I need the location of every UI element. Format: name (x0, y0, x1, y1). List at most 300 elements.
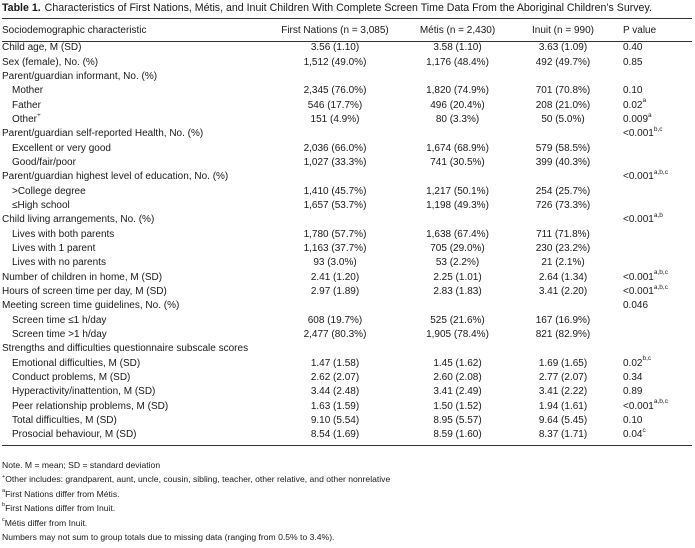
cell-metis-text: 53 (2.2%) (435, 257, 480, 269)
cell-metis (400, 227, 515, 241)
cell-p-value (611, 55, 692, 69)
row-label (2, 84, 270, 98)
cell-metis (400, 256, 515, 270)
cell-metis-text: 1,638 (67.4%) (426, 228, 489, 240)
row-label-text: ≤High school (12, 199, 70, 211)
cell-p-value (611, 314, 692, 328)
note-marker: c (2, 516, 5, 523)
cell-first-nations (270, 285, 400, 299)
cell-p-value (611, 400, 692, 414)
cell-first-nations-text: 1,027 (33.3%) (303, 156, 367, 168)
cell-inuit (515, 113, 611, 127)
cell-first-nations-text: 151 (4.9%) (310, 113, 360, 125)
row-label (2, 271, 270, 285)
row-label (2, 299, 270, 313)
cell-inuit-text: 821 (82.9%) (535, 329, 591, 341)
note-marker: a (2, 487, 6, 494)
cell-first-nations (270, 299, 400, 313)
cell-p-value (611, 170, 692, 184)
cell-first-nations (270, 170, 400, 184)
cell-p-value (611, 271, 692, 285)
cell-first-nations (270, 184, 400, 198)
cell-inuit (515, 98, 611, 112)
cell-inuit (515, 299, 611, 313)
cell-p-value-text: 0.02 (623, 99, 643, 111)
cell-inuit (515, 314, 611, 328)
cell-inuit-text: 579 (58.5%) (535, 142, 591, 154)
row-label (2, 242, 270, 256)
cell-inuit (515, 256, 611, 270)
cell-metis-text: 2.60 (2.08) (433, 372, 482, 384)
cell-inuit (515, 428, 611, 442)
cell-first-nations (270, 55, 400, 69)
cell-metis-text: 8.59 (1.60) (433, 429, 482, 441)
row-label-superscript: + (37, 111, 41, 119)
cell-p-value (611, 342, 692, 356)
cell-p-value (611, 256, 692, 270)
cell-first-nations (270, 428, 400, 442)
cell-inuit-text: 3.41 (2.22) (538, 386, 588, 398)
cell-metis (400, 213, 515, 227)
cell-p-value (611, 328, 692, 342)
cell-metis-text: 705 (29.0%) (430, 242, 485, 254)
row-label (2, 285, 270, 299)
cell-p-value (611, 357, 692, 371)
cell-metis (400, 400, 515, 414)
cell-p-value (611, 213, 692, 227)
table-row (2, 41, 692, 55)
cell-metis-text: 3.41 (2.49) (433, 386, 482, 398)
cell-p-value (611, 141, 692, 155)
cell-metis (400, 342, 515, 356)
cell-inuit (515, 184, 611, 198)
cell-inuit-text: 208 (21.0%) (535, 99, 591, 111)
row-label (2, 156, 270, 170)
cell-inuit-text: 3.63 (1.09) (538, 42, 588, 54)
cell-first-nations (270, 314, 400, 328)
top-rule (2, 18, 692, 19)
cell-metis-text: 1,905 (78.4%) (426, 329, 489, 341)
header-first-nations: First Nations (n = 3,085) (281, 24, 389, 36)
cell-inuit (515, 414, 611, 428)
cell-p-value-text: <0.001 (623, 214, 654, 226)
row-label (2, 328, 270, 342)
cell-inuit-text: 1.69 (1.65) (538, 357, 588, 369)
cell-first-nations-text: 9.10 (5.54) (310, 415, 360, 427)
table-title: Characteristics of First Nations, Métis, and Inuit Children With Complete Screen Time Data From the Aboriginal Children’s Survey. (44, 2, 652, 14)
table-row (2, 371, 692, 385)
row-label-text: Mother (12, 85, 44, 97)
row-label (2, 385, 270, 399)
table-row (2, 285, 692, 299)
table-row (2, 400, 692, 414)
cell-metis-text: 741 (30.5%) (430, 156, 485, 168)
cell-metis-text: 2.83 (1.83) (433, 286, 482, 298)
cell-inuit (515, 271, 611, 285)
cell-inuit (515, 400, 611, 414)
row-label-text: Excellent or very good (12, 142, 111, 154)
cell-first-nations-text: 3.56 (1.10) (310, 42, 360, 54)
cell-p-value (611, 227, 692, 241)
cell-first-nations (270, 242, 400, 256)
header-inuit: Inuit (n = 990) (532, 24, 594, 36)
cell-p-value-superscript: a,b,c (653, 283, 668, 291)
row-label (2, 199, 270, 213)
cell-inuit-text: 1.94 (1.61) (538, 400, 588, 412)
cell-first-nations-text: 546 (17.7%) (307, 99, 363, 111)
cell-p-value-superscript: a,b,c (653, 168, 668, 176)
table-row (2, 414, 692, 428)
header-row (2, 20, 692, 41)
cell-p-value-text: <0.001 (623, 271, 654, 283)
row-label (2, 357, 270, 371)
note-line (2, 501, 692, 515)
cell-metis (400, 98, 515, 112)
cell-first-nations-text: 2.97 (1.89) (310, 286, 360, 298)
bottom-rule (2, 445, 692, 446)
cell-first-nations (270, 70, 400, 84)
cell-inuit (515, 55, 611, 69)
cell-inuit (515, 127, 611, 141)
row-label-text: Sex (female), No. (%) (2, 56, 99, 68)
table-row (2, 242, 692, 256)
cell-inuit (515, 242, 611, 256)
cell-first-nations (270, 371, 400, 385)
cell-inuit-text: 726 (73.3%) (535, 199, 591, 211)
cell-p-value (611, 285, 692, 299)
table-row (2, 84, 692, 98)
cell-metis (400, 285, 515, 299)
row-label-text: Child age, M (SD) (2, 42, 82, 54)
table-row (2, 199, 692, 213)
note-line (2, 530, 692, 544)
cell-inuit-text: 2.77 (2.07) (538, 372, 588, 384)
cell-first-nations-text: 2,477 (80.3%) (303, 329, 367, 341)
cell-inuit (515, 371, 611, 385)
cell-p-value (611, 199, 692, 213)
cell-p-value (611, 98, 692, 112)
table-row (2, 70, 692, 84)
cell-p-value-superscript: a (648, 111, 652, 119)
row-label-text: Hyperactivity/inattention, M (SD) (12, 386, 156, 398)
row-label-text: Lives with both parents (12, 228, 115, 240)
row-label (2, 55, 270, 69)
cell-p-value (611, 371, 692, 385)
row-label (2, 41, 270, 55)
cell-first-nations (270, 414, 400, 428)
header-metis: Métis (n = 2,430) (419, 24, 496, 36)
row-label-text: Prosocial behaviour, M (SD) (12, 429, 137, 441)
cell-inuit-text: 9.64 (5.45) (538, 415, 588, 427)
cell-inuit (515, 357, 611, 371)
cell-first-nations-text: 1.63 (1.59) (310, 400, 360, 412)
header-p-value: P value (623, 24, 657, 36)
cell-metis (400, 55, 515, 69)
header-characteristic: Sociodemographic characteristic (2, 24, 147, 36)
cell-inuit-text: 711 (71.8%) (536, 228, 590, 240)
cell-metis-text: 1,198 (49.3%) (426, 199, 489, 211)
table-row (2, 127, 692, 141)
table-row (2, 357, 692, 371)
cell-inuit (515, 213, 611, 227)
row-label-text: Father (12, 99, 41, 111)
row-label-text: Lives with 1 parent (12, 242, 96, 254)
row-label-text: Hours of screen time per day, M (SD) (2, 286, 167, 298)
cell-first-nations (270, 213, 400, 227)
row-label (2, 428, 270, 442)
cell-first-nations (270, 141, 400, 155)
cell-first-nations-text: 93 (3.0%) (313, 257, 357, 269)
note-text: Métis differ from Inuit. (4, 517, 88, 528)
cell-first-nations-text: 2,036 (66.0%) (303, 142, 367, 154)
table-row (2, 299, 692, 313)
cell-inuit-text: 8.37 (1.71) (538, 429, 588, 441)
cell-inuit-text: 399 (40.3%) (535, 156, 591, 168)
cell-metis-text: 1,217 (50.1%) (426, 185, 489, 197)
cell-p-value-text: 0.04 (623, 429, 643, 441)
cell-inuit-text: 21 (2.1%) (541, 257, 585, 269)
row-label (2, 400, 270, 414)
table-row (2, 170, 692, 184)
row-label-text: Peer relationship problems, M (SD) (12, 400, 169, 412)
data-table (2, 20, 692, 443)
cell-metis (400, 141, 515, 155)
cell-p-value-text: <0.001 (623, 400, 654, 412)
cell-p-value-text: <0.001 (623, 171, 654, 183)
cell-p-value-text: 0.10 (623, 85, 643, 97)
cell-p-value-text: <0.001 (623, 128, 654, 140)
cell-metis-text: 2.25 (1.01) (433, 271, 482, 283)
cell-metis (400, 242, 515, 256)
cell-inuit-text: 230 (23.2%) (535, 242, 591, 254)
cell-p-value-text: <0.001 (623, 286, 654, 298)
cell-first-nations (270, 328, 400, 342)
table-row (2, 428, 692, 442)
cell-metis-text: 1.45 (1.62) (433, 357, 482, 369)
cell-metis (400, 328, 515, 342)
cell-metis-text: 8.95 (5.57) (433, 415, 482, 427)
cell-inuit (515, 199, 611, 213)
cell-inuit (515, 84, 611, 98)
cell-p-value (611, 70, 692, 84)
table-row (2, 227, 692, 241)
row-label-text: Parent/guardian highest level of education, No. (%) (2, 171, 229, 183)
cell-metis (400, 385, 515, 399)
cell-first-nations-text: 1,780 (57.7%) (303, 228, 367, 240)
cell-first-nations-text: 1,410 (45.7%) (303, 185, 367, 197)
row-label-text: Emotional difficulties, M (SD) (12, 357, 141, 369)
cell-inuit (515, 156, 611, 170)
row-label (2, 414, 270, 428)
cell-first-nations-text: 2.62 (2.07) (310, 372, 360, 384)
cell-p-value-text: 0.34 (623, 372, 643, 384)
cell-metis (400, 271, 515, 285)
cell-p-value (611, 156, 692, 170)
cell-inuit (515, 70, 611, 84)
row-label-text: Other (12, 113, 38, 125)
cell-first-nations (270, 385, 400, 399)
cell-first-nations (270, 98, 400, 112)
cell-metis (400, 127, 515, 141)
note-line (2, 487, 692, 501)
cell-first-nations-text: 608 (19.7%) (307, 314, 363, 326)
cell-p-value (611, 127, 692, 141)
row-label (2, 371, 270, 385)
table-row (2, 184, 692, 198)
table-row (2, 342, 692, 356)
cell-metis (400, 41, 515, 55)
cell-first-nations-text: 1,512 (49.0%) (303, 56, 367, 68)
cell-inuit (515, 285, 611, 299)
cell-inuit-text: 3.41 (2.20) (538, 286, 588, 298)
row-label (2, 170, 270, 184)
cell-first-nations (270, 271, 400, 285)
cell-p-value-text: 0.85 (623, 56, 643, 68)
cell-p-value (611, 414, 692, 428)
table-label: Table 1. (2, 2, 41, 14)
cell-first-nations (270, 227, 400, 241)
cell-first-nations-text: 3.44 (2.48) (310, 386, 360, 398)
row-label-text: Lives with no parents (12, 257, 106, 269)
cell-metis-text: 80 (3.3%) (435, 113, 480, 125)
row-label-text: Good/fair/poor (12, 156, 76, 168)
cell-p-value (611, 184, 692, 198)
cell-metis (400, 371, 515, 385)
cell-metis (400, 299, 515, 313)
row-label (2, 314, 270, 328)
row-label-text: Screen time >1 h/day (12, 329, 107, 341)
cell-p-value-text: 0.10 (623, 415, 643, 427)
note-text: Note. M = mean; SD = standard deviation (2, 460, 161, 470)
table-row (2, 328, 692, 342)
row-label-text: Meeting screen time guidelines, No. (%) (2, 300, 180, 312)
cell-first-nations (270, 41, 400, 55)
row-label-text: Parent/guardian informant, No. (%) (2, 70, 158, 82)
cell-p-value-superscript: c (642, 427, 646, 435)
cell-inuit-text: 50 (5.0%) (541, 113, 585, 125)
table-row (2, 213, 692, 227)
table-row (2, 55, 692, 69)
row-label (2, 213, 270, 227)
cell-metis (400, 184, 515, 198)
cell-inuit (515, 342, 611, 356)
cell-inuit-text: 167 (16.9%) (535, 314, 591, 326)
cell-first-nations (270, 342, 400, 356)
cell-p-value (611, 428, 692, 442)
table-row (2, 271, 692, 285)
cell-metis-text: 525 (21.6%) (430, 314, 485, 326)
cell-metis (400, 428, 515, 442)
cell-inuit (515, 385, 611, 399)
note-text: First Nations differ from Inuit. (5, 503, 116, 514)
cell-metis-text: 1.50 (1.52) (433, 400, 482, 412)
row-label-text: >College degree (12, 185, 86, 197)
table-row (2, 98, 692, 112)
table-notes (2, 458, 692, 544)
cell-metis (400, 84, 515, 98)
cell-inuit-text: 2.64 (1.34) (538, 271, 588, 283)
cell-p-value-text: 0.009 (623, 113, 649, 125)
table-row (2, 314, 692, 328)
cell-first-nations (270, 84, 400, 98)
cell-metis (400, 414, 515, 428)
cell-inuit (515, 227, 611, 241)
note-marker: b (2, 502, 6, 509)
cell-metis (400, 357, 515, 371)
row-label-text: Strengths and difficulties questionnaire subscale scores (2, 343, 249, 355)
cell-p-value-text: 0.89 (623, 386, 643, 398)
table-row (2, 156, 692, 170)
row-label (2, 70, 270, 84)
cell-metis-text: 1,820 (74.9%) (426, 85, 489, 97)
cell-p-value-superscript: b,c (653, 125, 663, 133)
cell-p-value (611, 299, 692, 313)
note-line (2, 472, 692, 486)
cell-p-value-superscript: b,c (642, 355, 652, 363)
cell-p-value-text: 0.40 (623, 42, 643, 54)
cell-metis-text: 3.58 (1.10) (433, 42, 482, 54)
cell-p-value (611, 41, 692, 55)
row-label (2, 113, 270, 127)
cell-p-value-superscript: a,b,c (653, 269, 668, 277)
cell-metis-text: 1,176 (48.4%) (426, 56, 489, 68)
cell-inuit-text: 254 (25.7%) (535, 185, 591, 197)
cell-p-value-superscript: a,b (653, 211, 663, 219)
cell-first-nations (270, 199, 400, 213)
row-label-text: Screen time ≤1 h/day (12, 314, 107, 326)
cell-p-value-text: 0.046 (623, 300, 649, 312)
cell-first-nations (270, 127, 400, 141)
cell-first-nations (270, 400, 400, 414)
table-row (2, 385, 692, 399)
cell-metis (400, 70, 515, 84)
cell-first-nations-text: 2.41 (1.20) (310, 271, 360, 283)
note-line (2, 516, 692, 530)
note-text: Numbers may not sum to group totals due to missing data (ranging from 0.5% to 3.4%). (2, 532, 335, 543)
cell-first-nations (270, 256, 400, 270)
row-label-text: Number of children in home, M (SD) (2, 271, 163, 283)
cell-first-nations-text: 1,657 (53.7%) (303, 199, 367, 211)
cell-inuit (515, 41, 611, 55)
row-label (2, 98, 270, 112)
note-text: First Nations differ from Métis. (5, 488, 120, 499)
cell-first-nations-text: 2,345 (76.0%) (303, 85, 367, 97)
table-caption (2, 1, 695, 15)
cell-inuit-text: 701 (70.8%) (535, 85, 591, 97)
cell-p-value (611, 113, 692, 127)
cell-inuit (515, 328, 611, 342)
row-label (2, 342, 270, 356)
table-row (2, 113, 692, 127)
cell-p-value-text: 0.02 (623, 357, 643, 369)
cell-p-value (611, 385, 692, 399)
row-label-text: Total difficulties, M (SD) (12, 415, 117, 427)
cell-first-nations-text: 8.54 (1.69) (310, 429, 360, 441)
cell-metis (400, 156, 515, 170)
note-line (2, 458, 692, 472)
row-label-text: Conduct problems, M (SD) (12, 372, 131, 384)
cell-first-nations-text: 1,163 (37.7%) (303, 242, 367, 254)
note-text: Other includes: grandparent, aunt, uncle, cousin, sibling, teacher, other relative, and other nonrelative (5, 474, 391, 485)
cell-p-value-superscript: a,b,c (653, 398, 668, 406)
cell-first-nations (270, 113, 400, 127)
row-label-text: Child living arrangements, No. (%) (2, 214, 155, 226)
cell-metis (400, 314, 515, 328)
cell-p-value (611, 84, 692, 98)
table-row (2, 256, 692, 270)
row-label (2, 141, 270, 155)
table-row (2, 141, 692, 155)
